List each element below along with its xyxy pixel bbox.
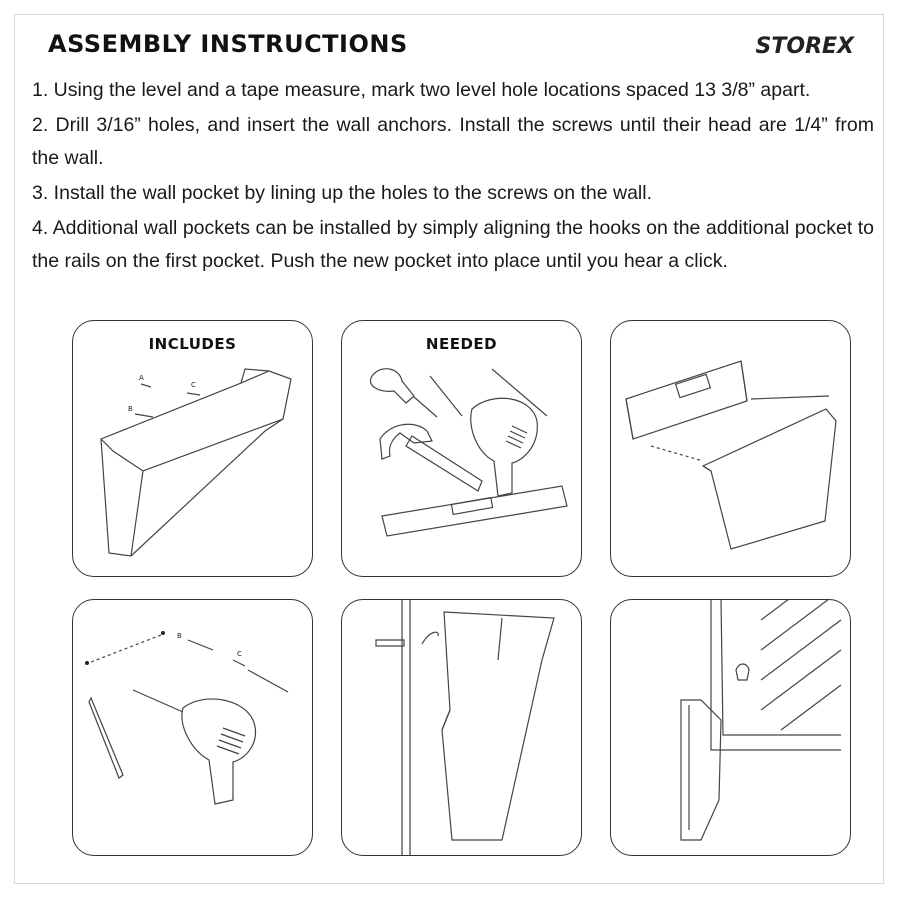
- part-label-c: C: [191, 381, 196, 389]
- part-label-a: A: [139, 374, 144, 382]
- drill-vent-lines: [506, 426, 527, 448]
- hanging-illustration: [342, 600, 582, 856]
- part-label-b: B: [128, 405, 133, 413]
- panel-includes: [72, 320, 313, 577]
- step-2: 2. Drill 3/16” holes, and insert the wall anchors. Install the screws until their head are 1/4” from the wall.: [32, 114, 874, 169]
- hatch-pattern: [761, 600, 841, 730]
- page-title: ASSEMBLY INSTRUCTIONS: [48, 30, 408, 58]
- step-1: 1. Using the level and a tape measure, mark two level hole locations spaced 13 3/8” apart.: [32, 79, 811, 101]
- drilling-illustration: [73, 600, 313, 856]
- instruction-steps: [32, 74, 874, 280]
- panel-hanging: [341, 599, 582, 856]
- drill-vent-lines-2: [217, 728, 245, 754]
- panel-drilling: [72, 599, 313, 856]
- panel-needed-label: NEEDED: [425, 335, 498, 353]
- panel-rail-hook: [610, 599, 851, 856]
- part-label-c-2: C: [237, 650, 242, 658]
- panel-needed: [341, 320, 582, 577]
- level-alignment-illustration: [611, 321, 851, 577]
- wall-pocket-illustration: [73, 321, 313, 577]
- part-label-b-2: B: [177, 632, 182, 640]
- step-3: 3. Install the wall pocket by lining up the holes to the screws on the wall.: [32, 182, 653, 204]
- brand-logo: STOREX: [755, 34, 854, 59]
- step-4: 4. Additional wall pockets can be installed by simply aligning the hooks on the additional pocket to the rails on the first pocket. Push the new pocket into place until you hear a click.: [32, 217, 874, 272]
- tools-illustration: [342, 321, 582, 577]
- rail-hook-illustration: [611, 600, 851, 856]
- panel-level-alignment: [610, 320, 851, 577]
- panel-includes-label: INCLUDES: [148, 335, 237, 353]
